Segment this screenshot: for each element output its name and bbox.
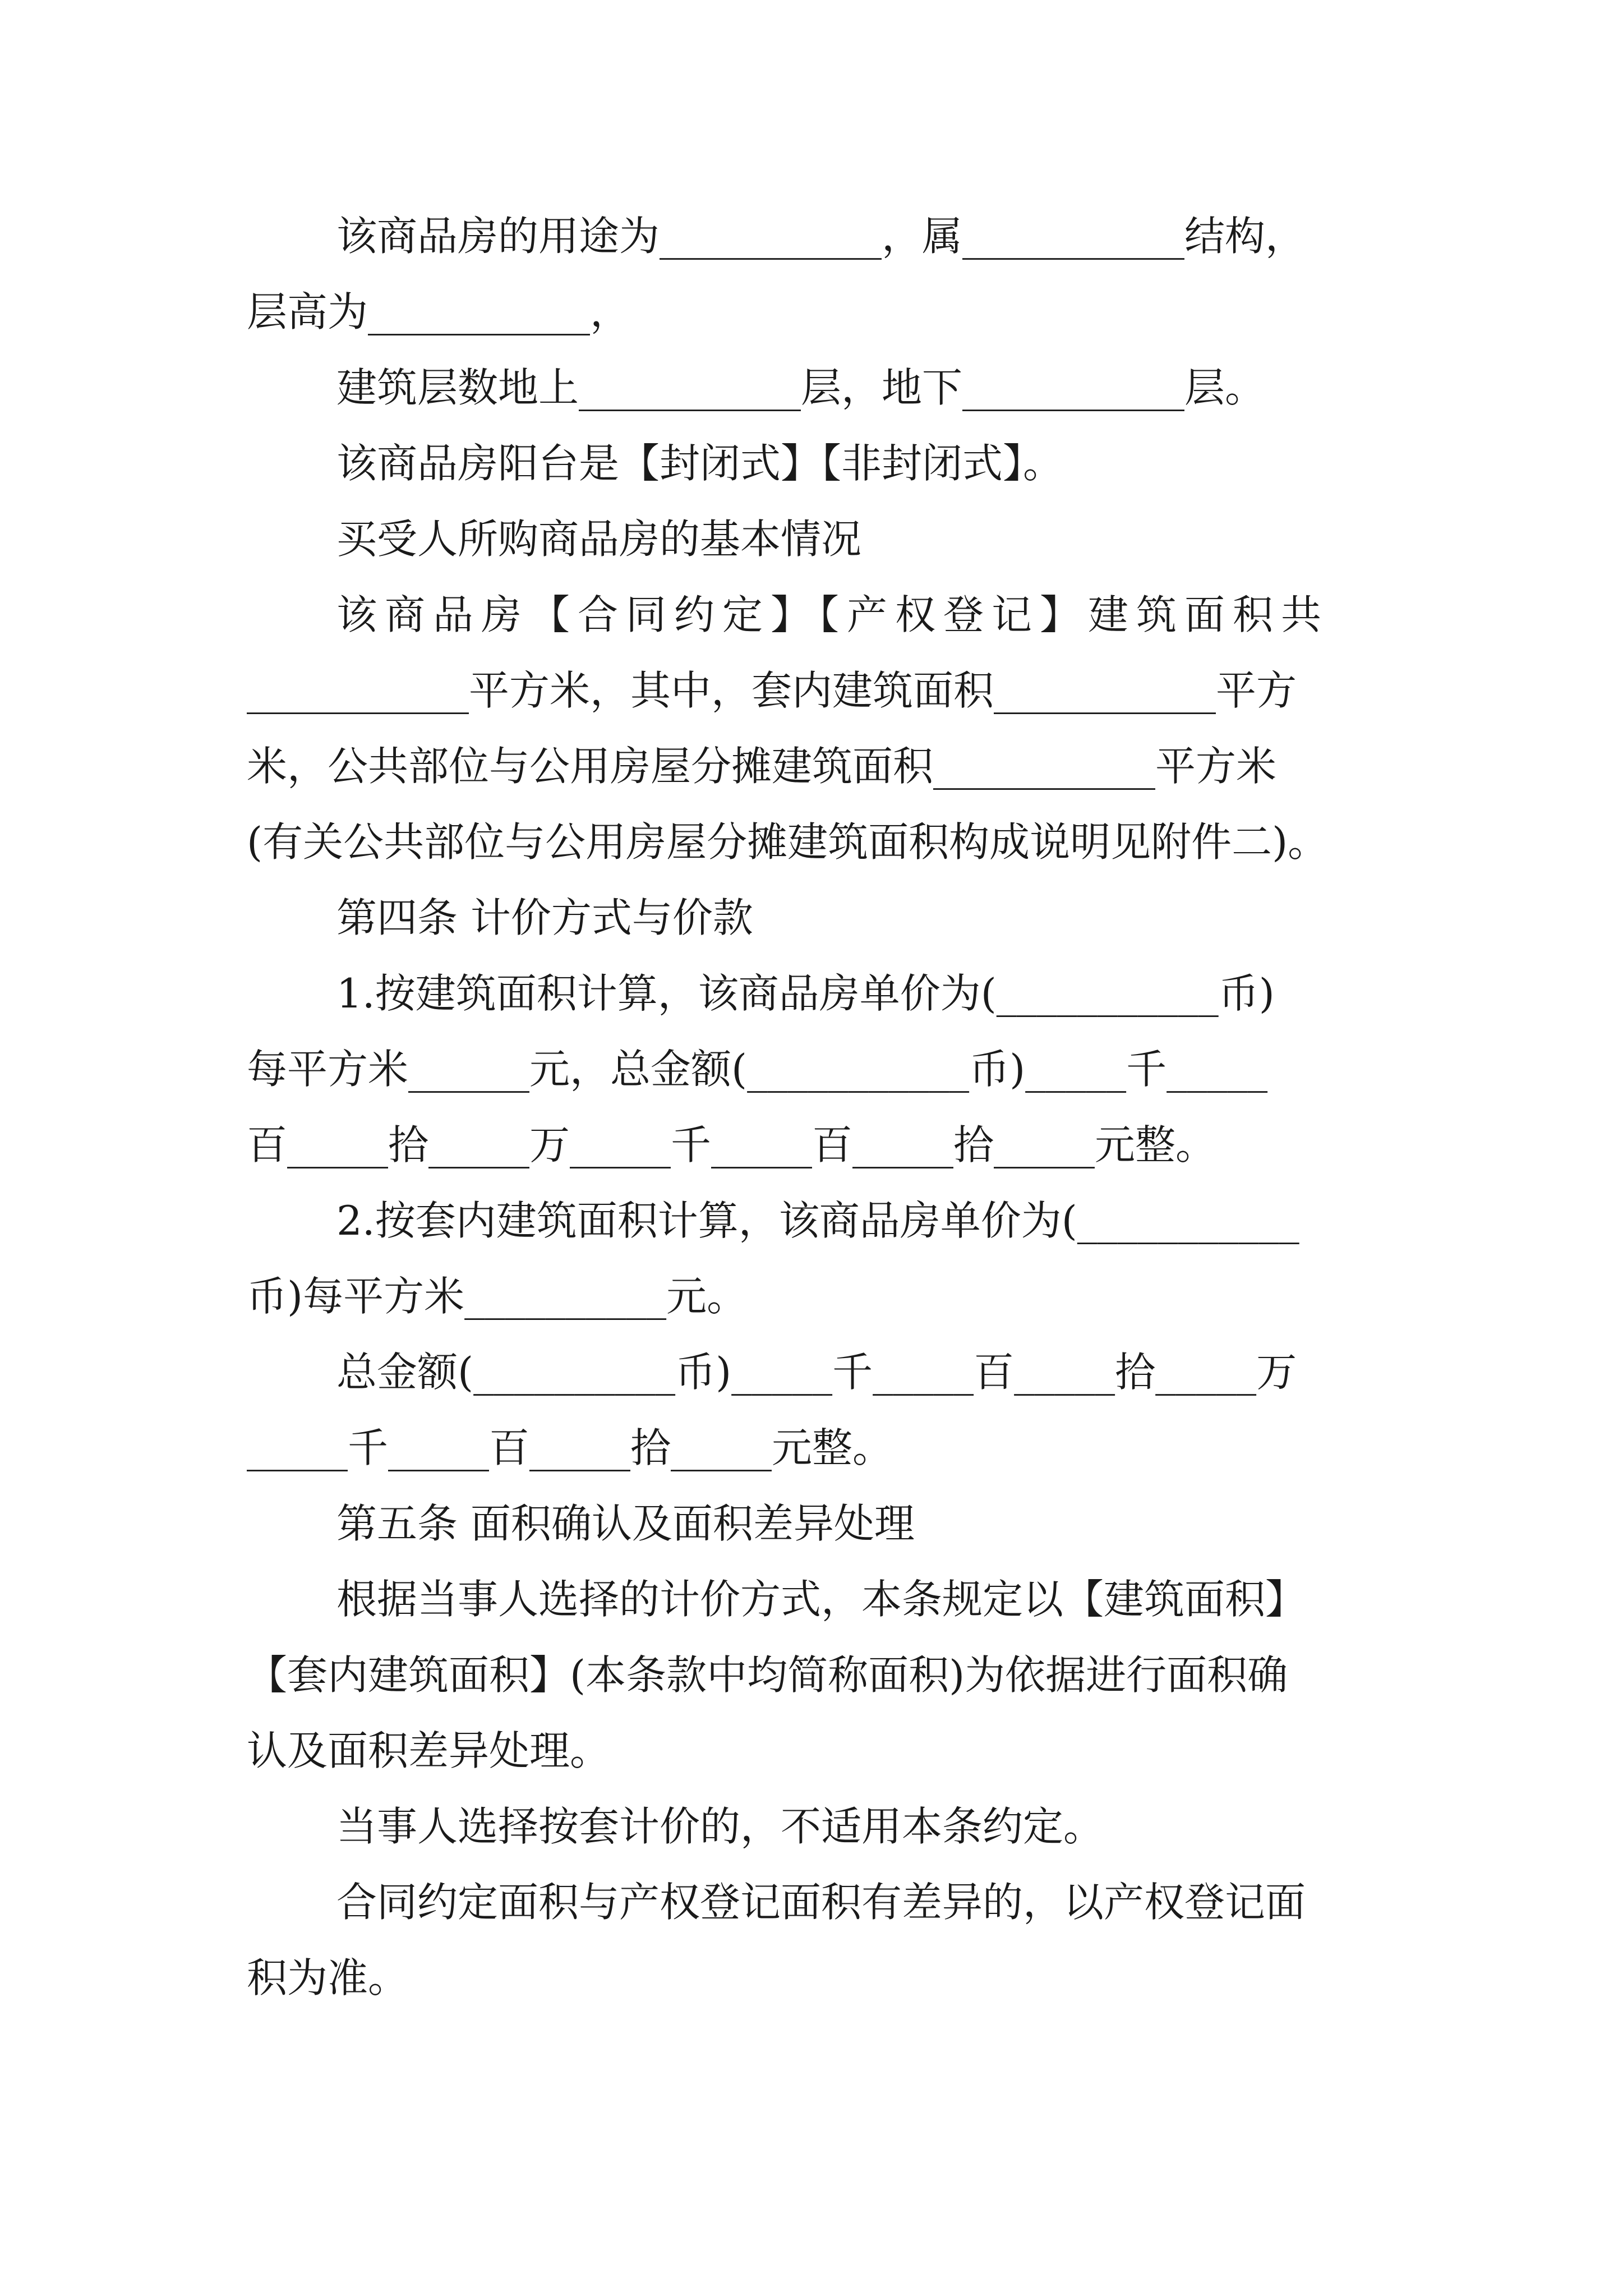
section-heading-4 xyxy=(336,894,753,948)
line-text: 每平方米______元，总金额(___________币)_____千_____ xyxy=(247,1046,1268,1093)
line-text: 建筑层数地上___________层，地下___________层。 xyxy=(336,364,1266,411)
text-line-11 xyxy=(336,970,1275,1024)
text-line-12 xyxy=(247,1046,1268,1099)
text-line-4 xyxy=(336,440,1064,494)
line-text: 该商品房【合同约定】【产权登记】建筑面积共 xyxy=(336,591,1330,638)
line-text: ___________平方米，其中，套内建筑面积___________平方 xyxy=(247,667,1297,714)
line-text: 第五条 面积确认及面积差异处理 xyxy=(336,1500,915,1547)
line-text: 层高为___________， xyxy=(247,288,631,335)
text-line-7 xyxy=(247,667,1297,721)
text-line-3 xyxy=(336,364,1266,418)
line-text: _____千_____百_____拾_____元整。 xyxy=(247,1424,893,1471)
text-line-6 xyxy=(336,591,1330,645)
text-line-14 xyxy=(336,1197,1299,1251)
text-line-2 xyxy=(247,288,631,342)
text-line-17 xyxy=(247,1424,893,1478)
line-text: 米，公共部位与公用房屋分摊建筑面积___________平方米 xyxy=(247,743,1277,790)
line-text: 积为准。 xyxy=(247,1954,409,2001)
line-text: 买受人所购商品房的基本情况 xyxy=(336,516,862,563)
line-text: 【套内建筑面积】(本条款中均简称面积)为依据进行面积确 xyxy=(247,1651,1288,1699)
line-text: 币)每平方米__________元。 xyxy=(247,1273,748,1320)
line-text: 第四条 计价方式与价款 xyxy=(336,894,753,941)
text-line-20 xyxy=(247,1651,1288,1705)
text-line-21 xyxy=(247,1727,611,1781)
line-text: 1.按建筑面积计算，该商品房单价为(___________币) xyxy=(336,970,1275,1017)
text-line-9 xyxy=(247,818,1329,872)
line-text: 根据当事人选择的计价方式，本条规定以【建筑面积】 xyxy=(336,1576,1306,1623)
text-line-16 xyxy=(336,1349,1297,1402)
text-line-22 xyxy=(336,1803,1104,1857)
text-line-24 xyxy=(247,1954,409,2008)
text-line-13 xyxy=(247,1121,1216,1175)
line-text: 认及面积差异处理。 xyxy=(247,1727,611,1774)
line-text: 总金额(__________币)_____千_____百_____拾_____万 xyxy=(336,1349,1297,1396)
line-text: (有关公共部位与公用房屋分摊建筑面积构成说明见附件二)。 xyxy=(247,818,1329,866)
line-text: 该商品房阳台是【封闭式】【非封闭式】。 xyxy=(336,440,1064,487)
text-line-5 xyxy=(336,516,862,569)
text-line-23 xyxy=(336,1879,1306,1932)
line-text: 该商品房的用途为___________，属___________结构， xyxy=(336,213,1306,260)
line-text: 2.按套内建筑面积计算，该商品房单价为(___________ xyxy=(336,1197,1299,1244)
section-heading-5 xyxy=(336,1500,915,1554)
line-text: 合同约定面积与产权登记面积有差异的，以产权登记面 xyxy=(336,1879,1306,1926)
text-line-15 xyxy=(247,1273,748,1327)
line-text: 当事人选择按套计价的，不适用本条约定。 xyxy=(336,1803,1104,1850)
text-line-8 xyxy=(247,743,1277,797)
text-line-1 xyxy=(336,213,1385,266)
text-line-19 xyxy=(336,1576,1306,1630)
line-text: 百_____拾_____万_____千_____百_____拾_____元整。 xyxy=(247,1121,1216,1168)
